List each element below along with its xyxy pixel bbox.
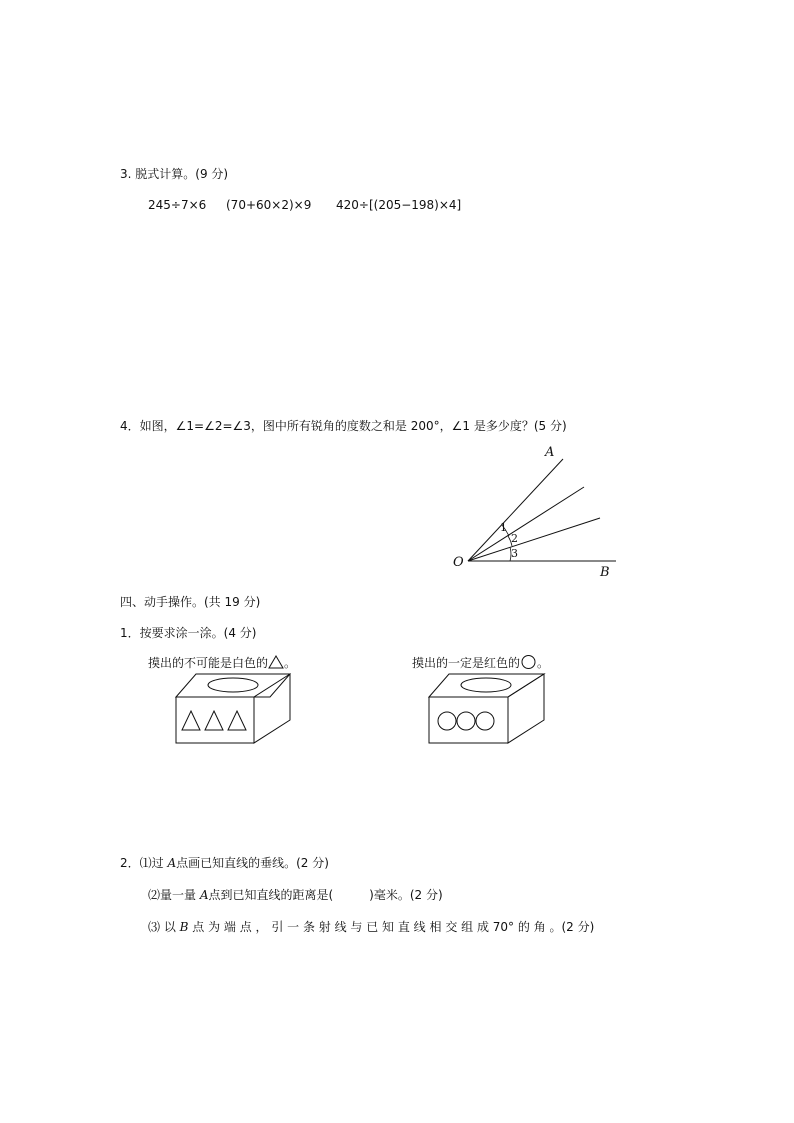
circle-ball-2 [457, 712, 475, 730]
label-angle-2: 2 [511, 532, 518, 545]
circle-ball-1 [438, 712, 456, 730]
q2-part3-point: B [179, 920, 189, 934]
q2-part2 [148, 889, 443, 901]
label-angle-3: 3 [511, 547, 518, 560]
section4-title: 四、动手操作。(共 19 分) [120, 595, 261, 609]
q1-title: 1．按要求涂一涂。(4 分) [120, 626, 257, 640]
label-angle-1: 1 [500, 521, 507, 534]
label-point-b: B [600, 565, 610, 580]
q2-part1-suffix: 点画已知直线的垂线。(2 分) [176, 856, 329, 870]
box-left-caption-end: 。 [284, 656, 297, 670]
q2-part2-point: A [199, 888, 209, 902]
q3-expression-1: 245÷7×6 [148, 198, 207, 212]
q2-part1-point: A [167, 856, 177, 870]
box-right-opening [461, 678, 511, 692]
q3-expression-2: (70+60×2)×9 [226, 198, 312, 212]
label-point-o: O [453, 555, 464, 570]
q2-part2-suffix: 点到已知直线的距离是( )毫米。(2 分) [208, 888, 443, 902]
q2-part3 [148, 921, 594, 933]
q2-part3-suffix: 点 为 端 点 ， 引 一 条 射 线 与 已 知 直 线 相 交 组 成 70° 的 角 。(2 分) [188, 920, 595, 934]
q4-title: 4．如图，∠1=∠2=∠3，图中所有锐角的度数之和是 200°，∠1 是多少度？(5 分) [120, 419, 567, 433]
box-left-caption-text: 摸出的不可能是白色的 [148, 656, 269, 670]
box-right-caption-end: 。 [537, 656, 550, 670]
q2-part1-prefix: 2．⑴过 [120, 856, 168, 870]
q2-part3-prefix: ⑶ 以 [148, 920, 180, 934]
q2-part1 [120, 857, 329, 869]
label-point-a: A [545, 445, 555, 460]
q3-expression-3: 420÷[(205−198)×4] [336, 198, 462, 212]
q2-part2-prefix: ⑵量一量 [148, 888, 200, 902]
box-right-caption-text: 摸出的一定是红色的 [412, 656, 521, 670]
q3-title: 3. 脱式计算。(9 分) [120, 167, 229, 181]
circle-ball-3 [476, 712, 494, 730]
